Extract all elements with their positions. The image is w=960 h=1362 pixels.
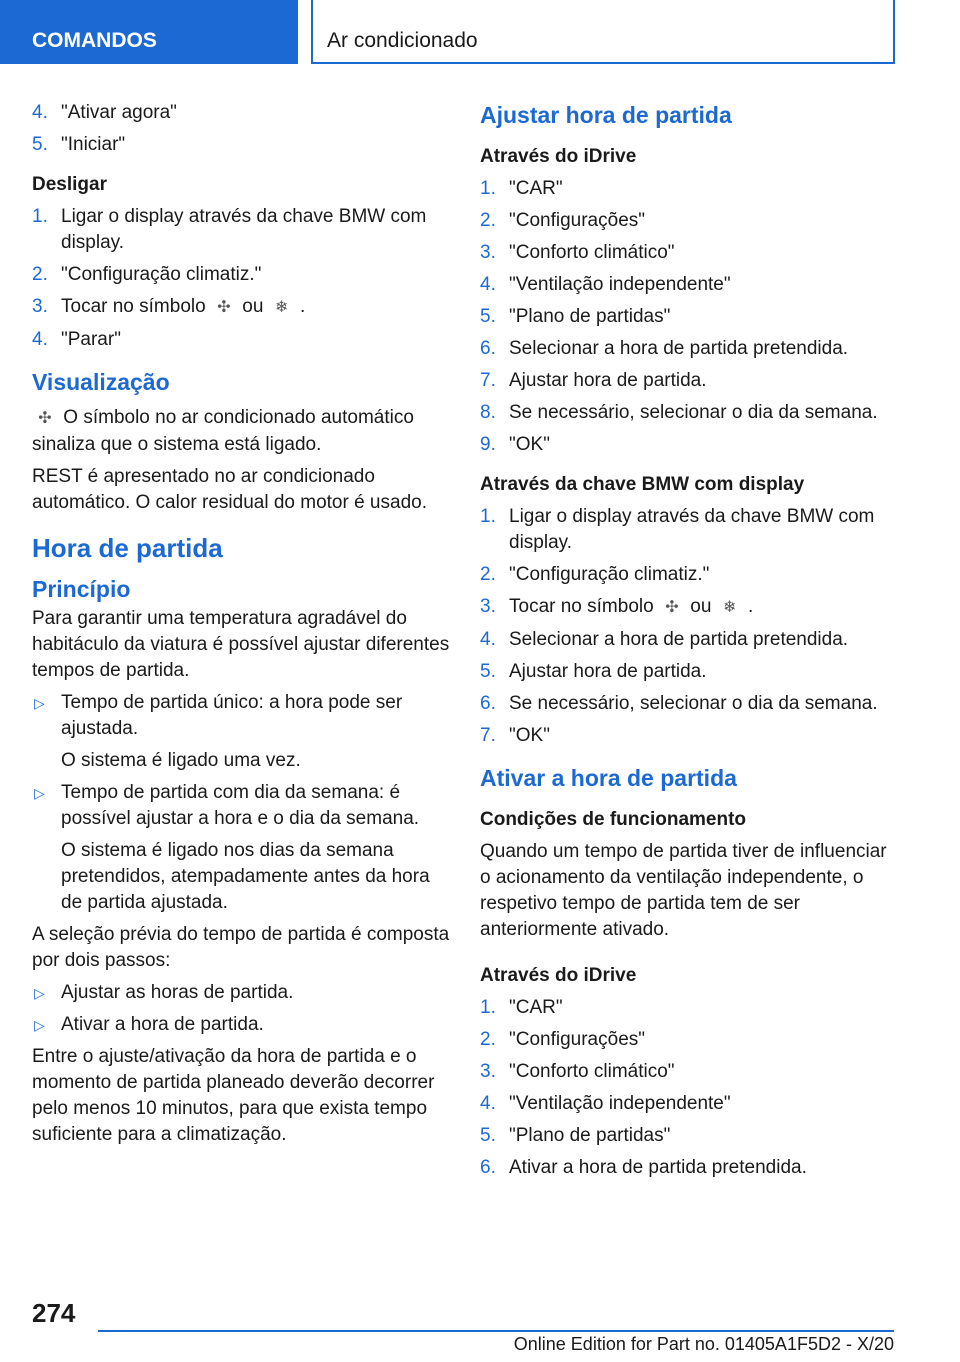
heading-ajustar: Ajustar hora de partida [480,102,732,128]
section-tab: COMANDOS [0,0,298,64]
list-text: "OK" [509,434,550,455]
right-column [480,100,900,1187]
bullet-item: ▷ Ativar a hora de partida. [32,1012,452,1038]
heading-visualizacao: Visualização [32,369,170,395]
list-item: 4. Selecionar a hora de partida pretendida. [480,629,849,650]
footer-divider [98,1330,894,1332]
list-text: "Ventilação independente" [509,1093,731,1114]
list-text: "CAR" [509,997,563,1018]
idrive-list [480,176,900,458]
list-item [480,176,900,202]
list-item: 7. "OK" [480,725,550,746]
list-item: 3. Tocar no símbolo ✣ ou ❄ . [480,594,900,621]
paragraph: Quando um tempo de partida tiver de influenciar o acionamento da ventilação independente, o respetivo tempo de partida tem de ser anteriormente ativado. [480,841,887,940]
list-item: 2. "Configuração climatiz." [32,264,262,285]
list-item [480,995,900,1021]
paragraph: REST é apresentado no ar condicionado automático. O calor residual do motor é usado. [32,466,427,513]
page-title: Ar condicionado [311,0,895,64]
list-item: 5. Ajustar hora de partida. [480,661,707,682]
list-item: 5. "Iniciar" [32,134,126,155]
list-number: 3. [480,1061,496,1082]
fan-icon: ✣ [665,599,679,616]
bullet-item: ▷ Tempo de partida único: a hora pode ser ajustada. [34,692,403,739]
list-item: 6. Se necessário, selecionar o dia da semana. [480,693,878,714]
paragraph: A seleção prévia do tempo de partida é composta por dois passos: [32,924,450,971]
ventilation-icon: ❄ [274,299,289,316]
list-item [480,1027,900,1053]
heading-hora-de-partida: Hora de partida [32,533,223,563]
list-item [480,1123,900,1149]
list-number: 8. [480,402,496,423]
bullet-item: ▷ Ajustar as horas de partida. [32,980,452,1006]
triangle-bullet-icon: ▷ [34,1017,45,1033]
triangle-bullet-icon: ▷ [34,695,45,711]
list-item: 3. Tocar no símbolo ✣ ou ❄ . [32,294,452,321]
list-number: 1. [480,178,496,199]
idrive-list [480,995,900,1181]
triangle-bullet-icon: ▷ [34,985,45,1001]
subheading-condicoes: Condições de funcionamento [480,809,747,830]
list-item [480,304,900,330]
list-number: 2. [480,1029,496,1050]
list-text: Selecionar a hora de partida pretendida. [509,338,849,359]
paragraph: Para garantir uma temperatura agradável do habitáculo da viatura é possível ajustar diferentes tempos de partida. [32,608,450,681]
bullet-item: ▷ Tempo de partida com dia da semana: é possível ajustar a hora e o dia da semana. [34,782,420,829]
list-item [480,432,900,458]
list-item [480,400,900,426]
list-number: 2. [480,210,496,231]
fan-icon: ✣ [38,410,52,427]
list-text: "Ventilação independente" [509,274,731,295]
list-item: 1. Ligar o display através da chave BMW com display. [480,506,875,553]
list-text: "Configurações" [509,210,646,231]
triangle-bullet-icon: ▷ [34,785,45,801]
list-number: 6. [480,1157,496,1178]
left-column [32,100,452,1154]
list-number: 1. [480,997,496,1018]
list-item [480,1091,900,1117]
list-number: 5. [480,1125,496,1146]
list-number: 9. [480,434,496,455]
list-item [480,368,900,394]
list-text: "Configurações" [509,1029,646,1050]
ventilation-icon: ❄ [722,599,737,616]
list-item: 4. "Ativar agora" [32,102,177,123]
list-number: 7. [480,370,496,391]
fan-icon: ✣ [217,299,231,316]
list-item: 4. "Parar" [32,329,121,350]
list-text: Ajustar hora de partida. [509,370,707,391]
heading-ativar: Ativar a hora de partida [480,765,737,791]
footer-edition: Online Edition for Part no. 01405A1F5D2 - X/20 [513,1334,894,1354]
list-text: "Plano de partidas" [509,306,671,327]
heading-principio: Princípio [32,576,131,602]
list-item [480,336,900,362]
list-number: 6. [480,338,496,359]
list-text: "Plano de partidas" [509,1125,671,1146]
list-number: 3. [480,242,496,263]
list-item [480,272,900,298]
page-number: 274 [32,1298,76,1328]
subheading-chave: Através da chave BMW com display [480,474,805,495]
bullet-subtext: O sistema é ligado uma vez. [61,750,301,771]
list-text: "Conforto climático" [509,1061,675,1082]
list-number: 5. [480,306,496,327]
list-item [480,208,900,234]
list-number: 4. [480,1093,496,1114]
list-item: 1. Ligar o display através da chave BMW com display. [32,206,427,253]
list-item [480,1059,900,1085]
list-item [480,1155,900,1181]
list-text: "Conforto climático" [509,242,675,263]
list-text: Ativar a hora de partida pretendida. [509,1157,807,1178]
subheading-idrive: Através do iDrive [480,146,637,167]
list-item: 2. "Configuração climatiz." [480,564,710,585]
list-item [480,240,900,266]
paragraph: Entre o ajuste/ativação da hora de partida e o momento de partida planeado deverão decorrer pelo menos 10 minutos, para que exista tempo suficiente para a climatização. [32,1046,435,1145]
list-number: 4. [480,274,496,295]
bullet-subtext: O sistema é ligado nos dias da semana pretendidos, atempadamente antes da hora de partida ajustada. [61,840,430,913]
subheading-idrive: Através do iDrive [480,965,637,986]
subheading-desligar: Desligar [32,174,107,195]
list-text: Se necessário, selecionar o dia da semana. [509,402,878,423]
paragraph: ✣ O símbolo no ar condicionado automático sinaliza que o sistema está ligado. [32,407,414,455]
list-text: "CAR" [509,178,563,199]
